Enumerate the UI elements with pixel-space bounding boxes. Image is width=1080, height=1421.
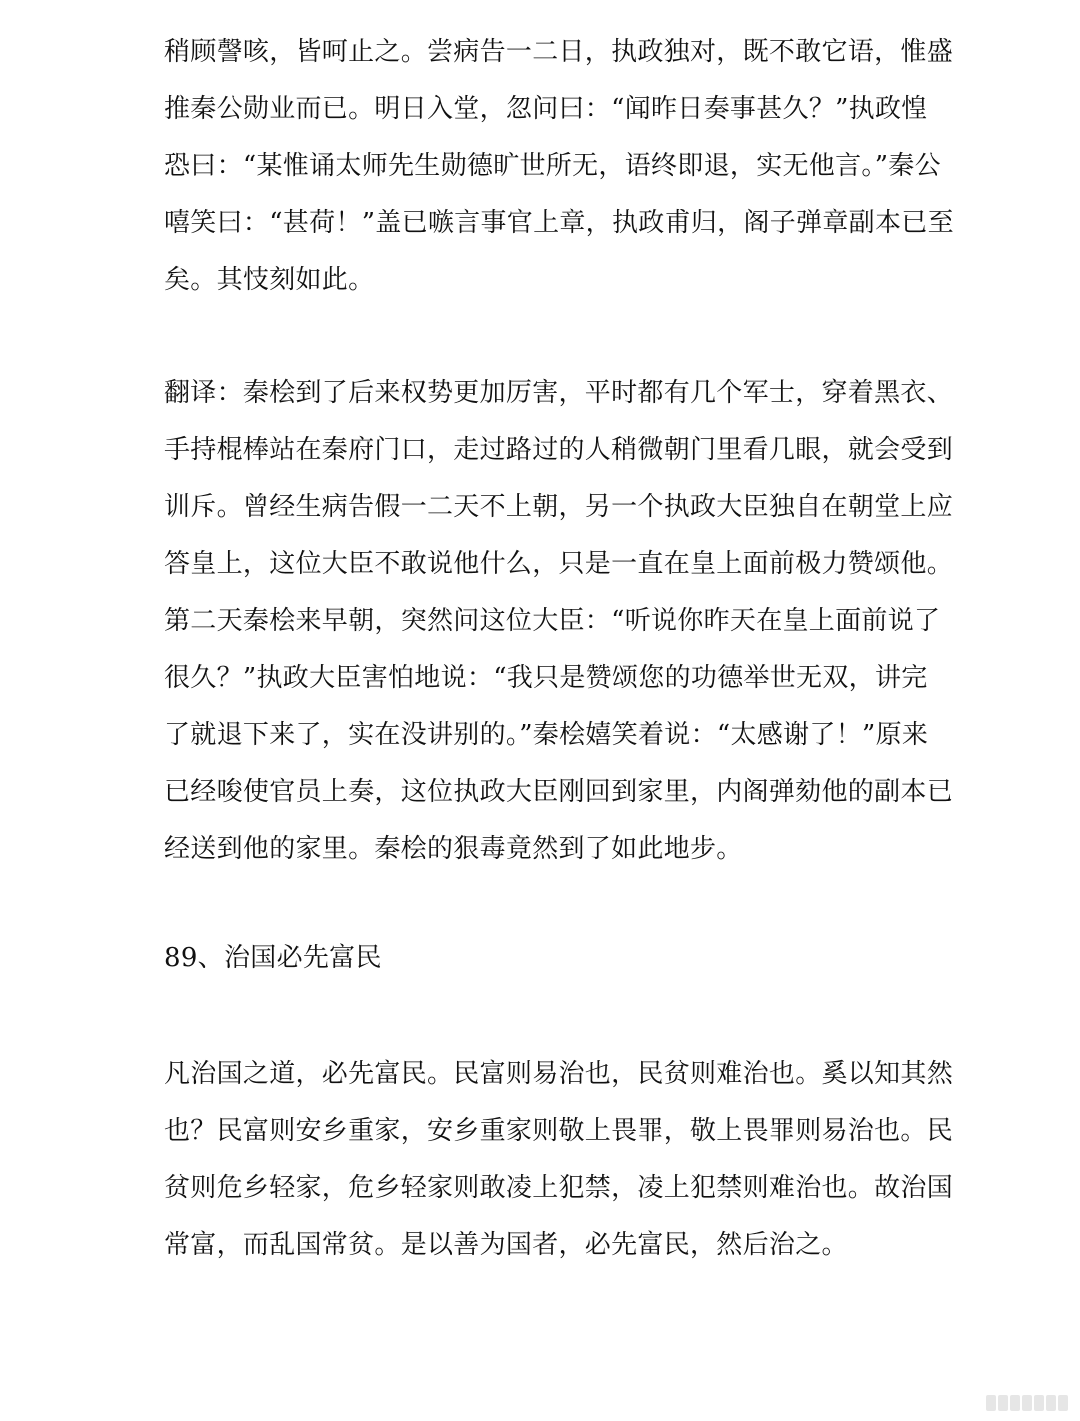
text-line: 了就退下来了，实在没讲别的。”秦桧嬉笑着说：“太感谢了！”原来 [164,720,929,750]
text-line: 训斥。曾经生病告假一二天不上朝，另一个执政大臣独自在朝堂上应 [164,492,954,522]
text-line: 稍顾謦咳，皆呵止之。尝病告一二日，执政独对，既不敢它语，惟盛 [164,37,954,67]
text-line: 答皇上，这位大臣不敢说他什么，只是一直在皇上面前极力赞颂他。 [164,549,954,579]
text-line: 第二天秦桧来早朝，突然问这位大臣：“听说你昨天在皇上面前说了 [164,606,941,636]
text-line: 常富，而乱国常贫。是以善为国者，必先富民，然后治之。 [164,1230,848,1260]
translation-paragraph [164,365,954,878]
section-heading-text: 89、治国必先富民 [164,943,382,973]
text-line: 凡治国之道，必先富民。民富则易治也，民贫则难治也。奚以知其然 [164,1059,954,1089]
text-line: 经送到他的家里。秦桧的狠毒竟然到了如此地步。 [164,834,743,864]
text-line: 嘻笑曰：“甚荷！”盖已嗾言事官上章，执政甫归，阁子弹章副本已至 [164,208,954,238]
section-heading [164,930,924,987]
text-line: 矣。其忮刻如此。 [164,265,375,295]
text-line: 也？民富则安乡重家，安乡重家则敬上畏罪，敬上畏罪则易治也。民 [164,1116,954,1146]
original-text-paragraph [164,24,954,309]
passage-paragraph [164,1046,954,1274]
text-line: 手持棍棒站在秦府门口，走过路过的人稍微朝门里看几眼，就会受到 [164,435,954,465]
text-line: 贫则危乡轻家，危乡轻家则敢凌上犯禁，凌上犯禁则难治也。故治国 [164,1173,954,1203]
watermark-mark [986,1395,1068,1411]
text-line: 已经唆使官员上奏，这位执政大臣刚回到家里，内阁弹劾他的副本已 [164,777,954,807]
text-line: 恐曰：“某惟诵太师先生勋德旷世所无，语终即退，实无他言。”秦公 [164,151,941,181]
text-line: 很久？”执政大臣害怕地说：“我只是赞颂您的功德举世无双，讲完 [164,663,928,693]
text-line: 推秦公勋业而已。明日入堂，忽问曰：“闻昨日奏事甚久？”执政惶 [164,94,928,124]
text-line: 翻译：秦桧到了后来权势更加厉害，平时都有几个军士，穿着黑衣、 [164,378,954,408]
